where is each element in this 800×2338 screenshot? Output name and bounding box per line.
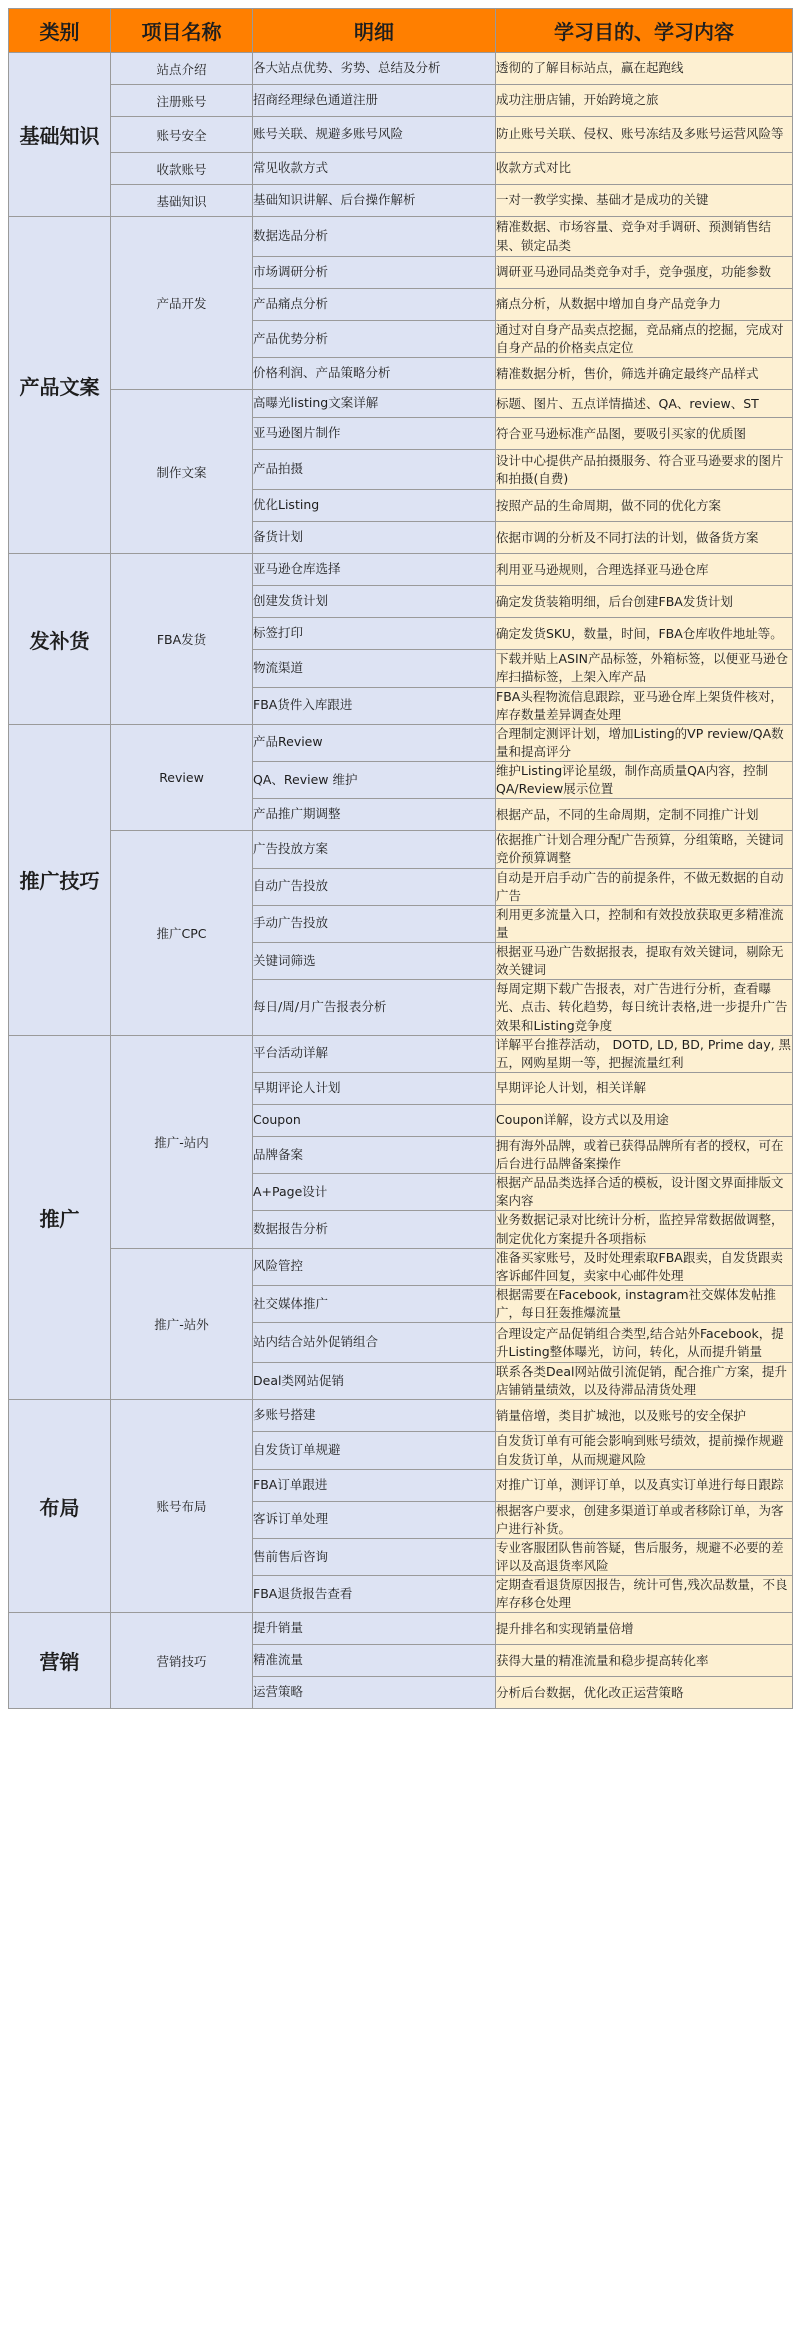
detail-cell: 产品推广期调整 — [253, 799, 496, 831]
detail-cell: 售前售后咨询 — [253, 1538, 496, 1575]
project-cell: 推广-站内 — [111, 1035, 253, 1248]
project-cell: Review — [111, 724, 253, 831]
table-row — [9, 153, 793, 185]
purpose-cell: 拥有海外品牌，或着已获得品牌所有者的授权，可在后台进行品牌备案操作 — [496, 1136, 793, 1173]
detail-cell: 每日/周/月广告报表分析 — [253, 980, 496, 1035]
detail-cell: 数据报告分析 — [253, 1211, 496, 1248]
detail-cell: 基础知识讲解、后台操作解析 — [253, 185, 496, 217]
purpose-cell: 根据亚马逊广告数据报表，提取有效关键词，剔除无效关键词 — [496, 943, 793, 980]
purpose-cell: 收款方式对比 — [496, 153, 793, 185]
purpose-cell: 分析后台数据，优化改正运营策略 — [496, 1677, 793, 1709]
category-cell: 推广技巧 — [9, 724, 111, 1035]
purpose-cell: 精准数据、市场容量、竞争对手调研、预测销售结果、锁定品类 — [496, 217, 793, 257]
table-row — [9, 217, 793, 257]
detail-cell: 产品优势分析 — [253, 321, 496, 358]
detail-cell: 备货计划 — [253, 522, 496, 554]
header-category: 类别 — [9, 9, 111, 53]
detail-cell: 物流渠道 — [253, 650, 496, 687]
detail-cell: FBA订单跟进 — [253, 1469, 496, 1501]
purpose-cell: 利用更多流量入口，控制和有效投放获取更多精准流量 — [496, 905, 793, 942]
purpose-cell: Coupon详解，设方式以及用途 — [496, 1104, 793, 1136]
detail-cell: 标签打印 — [253, 618, 496, 650]
category-cell: 营销 — [9, 1613, 111, 1709]
purpose-cell: 设计中心提供产品拍摄服务、符合亚马逊要求的图片和拍摄(自费) — [496, 450, 793, 490]
detail-cell: 产品Review — [253, 724, 496, 761]
header-purpose: 学习目的、学习内容 — [496, 9, 793, 53]
purpose-cell: 对推广订单，测评订单，以及真实订单进行每日跟踪 — [496, 1469, 793, 1501]
detail-cell: 价格利润、产品策略分析 — [253, 358, 496, 390]
detail-cell: 多账号搭建 — [253, 1400, 496, 1432]
purpose-cell: 依据市调的分析及不同打法的计划，做备货方案 — [496, 522, 793, 554]
table-row — [9, 185, 793, 217]
table-row — [9, 117, 793, 153]
detail-cell: 数据选品分析 — [253, 217, 496, 257]
detail-cell: 运营策略 — [253, 1677, 496, 1709]
project-cell: 营销技巧 — [111, 1613, 253, 1709]
purpose-cell: 维护Listing评论星级，制作高质量QA内容，控制 QA/Review展示位置 — [496, 762, 793, 799]
detail-cell: 风险管控 — [253, 1248, 496, 1285]
project-cell: 账号安全 — [111, 117, 253, 153]
purpose-cell: 根据产品品类选择合适的模板，设计图文界面排版文案内容 — [496, 1174, 793, 1211]
project-cell: FBA发货 — [111, 554, 253, 725]
detail-cell: QA、Review 维护 — [253, 762, 496, 799]
detail-cell: 常见收款方式 — [253, 153, 496, 185]
purpose-cell: 详解平台推荐活动， DOTD, LD, BD, Prime day, 黑五，网购星期一等，把握流量红利 — [496, 1035, 793, 1072]
header-project: 项目名称 — [111, 9, 253, 53]
purpose-cell: 销量倍增，类目扩城池，以及账号的安全保护 — [496, 1400, 793, 1432]
purpose-cell: 确定发货装箱明细，后台创建FBA发货计划 — [496, 586, 793, 618]
detail-cell: 关键词筛选 — [253, 943, 496, 980]
category-cell: 推广 — [9, 1035, 111, 1400]
project-cell: 推广-站外 — [111, 1248, 253, 1400]
purpose-cell: 标题、图片、五点详情描述、QA、review、ST — [496, 390, 793, 418]
detail-cell: 产品拍摄 — [253, 450, 496, 490]
detail-cell: 平台活动详解 — [253, 1035, 496, 1072]
detail-cell: Deal类网站促销 — [253, 1363, 496, 1400]
purpose-cell: 按照产品的生命周期，做不同的优化方案 — [496, 490, 793, 522]
table-row — [9, 724, 793, 761]
purpose-cell: 定期查看退货原因报告，统计可售,残次品数量，不良库存移仓处理 — [496, 1576, 793, 1613]
purpose-cell: 依据推广计划合理分配广告预算，分组策略，关键词竞价预算调整 — [496, 831, 793, 868]
purpose-cell: 获得大量的精准流量和稳步提高转化率 — [496, 1645, 793, 1677]
detail-cell: 产品痛点分析 — [253, 289, 496, 321]
detail-cell: 社交媒体推广 — [253, 1285, 496, 1322]
detail-cell: 自动广告投放 — [253, 868, 496, 905]
detail-cell: 早期评论人计划 — [253, 1072, 496, 1104]
purpose-cell: 确定发货SKU，数量，时间，FBA仓库收件地址等。 — [496, 618, 793, 650]
project-cell: 产品开发 — [111, 217, 253, 390]
detail-cell: Coupon — [253, 1104, 496, 1136]
detail-cell: 手动广告投放 — [253, 905, 496, 942]
detail-cell: 市场调研分析 — [253, 257, 496, 289]
purpose-cell: 透彻的了解目标站点，赢在起跑线 — [496, 53, 793, 85]
header-detail: 明细 — [253, 9, 496, 53]
detail-cell: 亚马逊仓库选择 — [253, 554, 496, 586]
detail-cell: A+Page设计 — [253, 1174, 496, 1211]
detail-cell: 广告投放方案 — [253, 831, 496, 868]
detail-cell: 账号关联、规避多账号风险 — [253, 117, 496, 153]
purpose-cell: 符合亚马逊标准产品图，要吸引买家的优质图 — [496, 418, 793, 450]
purpose-cell: 下载并贴上ASIN产品标签，外箱标签，以便亚马逊仓库扫描标签，上架入库产品 — [496, 650, 793, 687]
purpose-cell: 业务数据记录对比统计分析，监控异常数据做调整，制定优化方案提升各项指标 — [496, 1211, 793, 1248]
purpose-cell: 利用亚马逊规则，合理选择亚马逊仓库 — [496, 554, 793, 586]
project-cell: 基础知识 — [111, 185, 253, 217]
detail-cell: 精准流量 — [253, 1645, 496, 1677]
purpose-cell: 一对一教学实操、基础才是成功的关键 — [496, 185, 793, 217]
detail-cell: 提升销量 — [253, 1613, 496, 1645]
purpose-cell: 准备买家账号，及时处理索取FBA跟卖，自发货跟卖客诉邮件回复，卖家中心邮件处理 — [496, 1248, 793, 1285]
detail-cell: 各大站点优势、劣势、总结及分析 — [253, 53, 496, 85]
purpose-cell: 早期评论人计划，相关详解 — [496, 1072, 793, 1104]
detail-cell: 客诉订单处理 — [253, 1501, 496, 1538]
purpose-cell: 自动是开启手动广告的前提条件，不做无数据的自动广告 — [496, 868, 793, 905]
table-row — [9, 53, 793, 85]
detail-cell: FBA退货报告查看 — [253, 1576, 496, 1613]
purpose-cell: 提升排名和实现销量倍增 — [496, 1613, 793, 1645]
purpose-cell: 通过对自身产品卖点挖掘，竞品痛点的挖掘，完成对自身产品的价格卖点定位 — [496, 321, 793, 358]
table-row — [9, 1400, 793, 1432]
table-row — [9, 85, 793, 117]
header-row — [9, 9, 793, 53]
table-row — [9, 390, 793, 418]
curriculum-table — [8, 8, 793, 1709]
detail-cell: 优化Listing — [253, 490, 496, 522]
detail-cell: 站内结合站外促销组合 — [253, 1323, 496, 1363]
project-cell: 注册账号 — [111, 85, 253, 117]
detail-cell: FBA货件入库跟进 — [253, 687, 496, 724]
project-cell: 推广CPC — [111, 831, 253, 1035]
purpose-cell: 精准数据分析，售价，筛选并确定最终产品样式 — [496, 358, 793, 390]
table-row — [9, 831, 793, 868]
purpose-cell: 根据需要在Facebook, instagram社交媒体发帖推广，每日狂轰推爆流量 — [496, 1285, 793, 1322]
purpose-cell: 调研亚马逊同品类竞争对手，竞争强度，功能参数 — [496, 257, 793, 289]
purpose-cell: 成功注册店铺，开始跨境之旅 — [496, 85, 793, 117]
category-cell: 产品文案 — [9, 217, 111, 554]
category-cell: 基础知识 — [9, 53, 111, 217]
purpose-cell: 自发货订单有可能会影响到账号绩效，提前操作规避自发货订单，从而规避风险 — [496, 1432, 793, 1469]
table-row — [9, 1613, 793, 1645]
project-cell: 制作文案 — [111, 390, 253, 554]
detail-cell: 高曝光listing文案详解 — [253, 390, 496, 418]
detail-cell: 创建发货计划 — [253, 586, 496, 618]
purpose-cell: FBA头程物流信息跟踪，亚马逊仓库上架货件核对，库存数量差异调查处理 — [496, 687, 793, 724]
table-row — [9, 1035, 793, 1072]
detail-cell: 亚马逊图片制作 — [253, 418, 496, 450]
purpose-cell: 痛点分析，从数据中增加自身产品竞争力 — [496, 289, 793, 321]
project-cell: 站点介绍 — [111, 53, 253, 85]
category-cell: 布局 — [9, 1400, 111, 1613]
table-row — [9, 554, 793, 586]
table-row — [9, 1248, 793, 1285]
purpose-cell: 防止账号关联、侵权、账号冻结及多账号运营风险等 — [496, 117, 793, 153]
category-cell: 发补货 — [9, 554, 111, 725]
purpose-cell: 每周定期下载广告报表，对广告进行分析，查看曝光、点击、转化趋势，每日统计表格,进一步提升广告效果和Listing竞争度 — [496, 980, 793, 1035]
detail-cell: 品牌备案 — [253, 1136, 496, 1173]
purpose-cell: 合理制定测评计划，增加Listing的VP review/QA数量和提高评分 — [496, 724, 793, 761]
project-cell: 收款账号 — [111, 153, 253, 185]
purpose-cell: 根据客户要求，创建多渠道订单或者移除订单，为客户进行补货。 — [496, 1501, 793, 1538]
project-cell: 账号布局 — [111, 1400, 253, 1613]
purpose-cell: 联系各类Deal网站做引流促销，配合推广方案，提升店铺销量绩效，以及待滞品清货处理 — [496, 1363, 793, 1400]
purpose-cell: 合理设定产品促销组合类型,结合站外Facebook，提升Listing整体曝光，访问，转化，从而提升销量 — [496, 1323, 793, 1363]
detail-cell: 招商经理绿色通道注册 — [253, 85, 496, 117]
purpose-cell: 根据产品，不同的生命周期，定制不同推广计划 — [496, 799, 793, 831]
detail-cell: 自发货订单规避 — [253, 1432, 496, 1469]
purpose-cell: 专业客服团队售前答疑，售后服务，规避不必要的差评以及高退货率风险 — [496, 1538, 793, 1575]
